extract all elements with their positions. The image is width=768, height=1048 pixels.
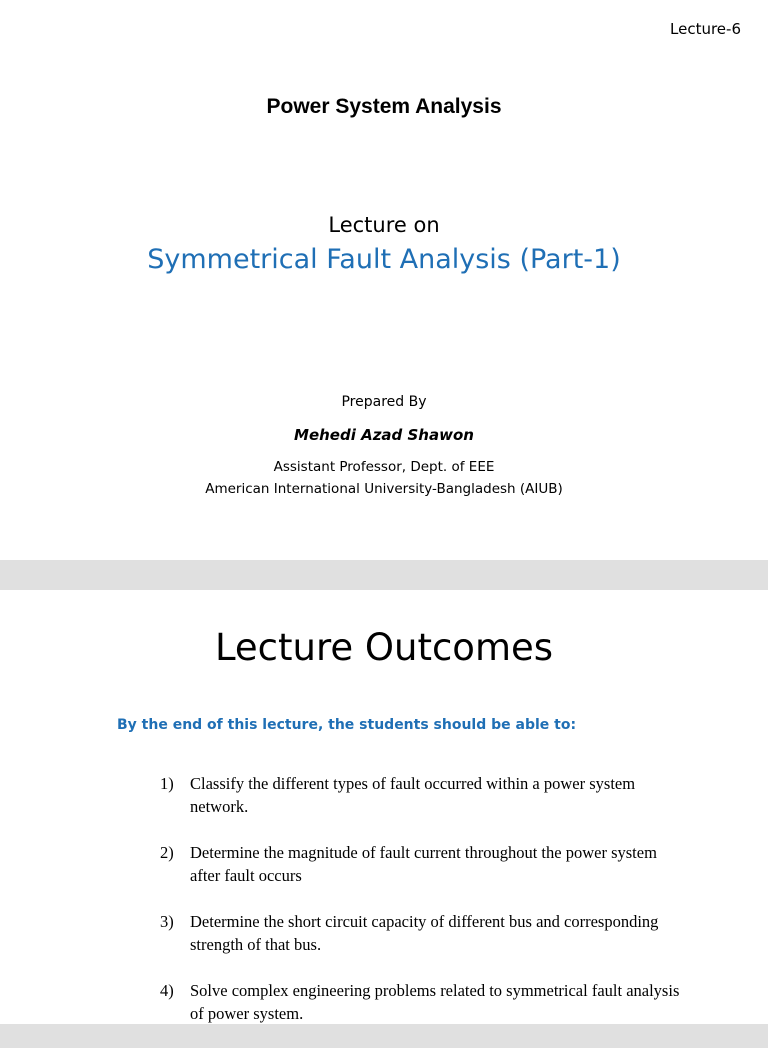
lecture-on-label: Lecture on bbox=[328, 213, 440, 237]
outcome-item bbox=[160, 910, 680, 956]
outcomes-slide bbox=[0, 590, 768, 1024]
prepared-by-label: Prepared By bbox=[341, 394, 427, 410]
author-affiliation: American International University-Bangladesh (AIUB) bbox=[205, 481, 563, 497]
outcomes-list bbox=[160, 772, 680, 1048]
outcome-text: Determine the short circuit capacity of different bus and corresponding strength of that bus. bbox=[190, 912, 659, 954]
author-name: Mehedi Azad Shawon bbox=[294, 426, 474, 444]
lecture-topic: Symmetrical Fault Analysis (Part-1) bbox=[147, 244, 621, 275]
lecture-number: Lecture-6 bbox=[670, 20, 741, 38]
outcome-number: 1) bbox=[160, 774, 174, 793]
outcome-item bbox=[160, 979, 680, 1025]
outcome-item bbox=[160, 841, 680, 887]
outcomes-intro: By the end of this lecture, the students should be able to: bbox=[117, 717, 577, 733]
course-title: Power System Analysis bbox=[266, 95, 502, 118]
author-title: Assistant Professor, Dept. of EEE bbox=[273, 459, 495, 475]
outcome-text: Classify the different types of fault occurred within a power system network. bbox=[190, 774, 636, 816]
outcome-text: Determine the magnitude of fault current throughout the power system after fault occurs bbox=[190, 843, 657, 885]
outcome-text: Solve complex engineering problems related to symmetrical fault analysis of power system. bbox=[190, 981, 680, 1023]
outcome-number: 2) bbox=[160, 843, 174, 862]
outcome-number: 3) bbox=[160, 912, 174, 931]
outcome-number: 4) bbox=[160, 981, 174, 1000]
outcomes-heading: Lecture Outcomes bbox=[214, 626, 554, 669]
outcome-item bbox=[160, 772, 680, 818]
